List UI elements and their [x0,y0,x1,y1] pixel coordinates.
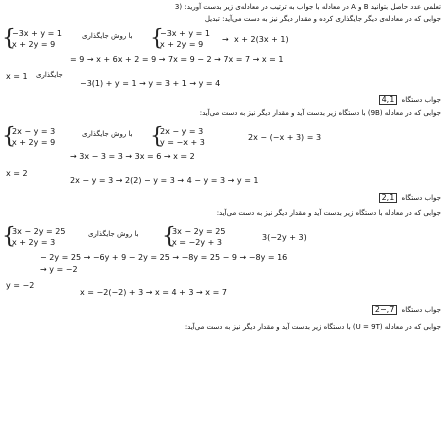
answer-box: 4,1 [379,95,398,105]
answer-label: جواب دستگاه [401,306,441,314]
substitute-label: جایگذاری [36,71,63,79]
substitution: x + 2(3x + 1) [234,35,289,44]
solve-x: → 3x − 3 = 3 → 3x = 6 → x = 2 [70,152,195,161]
answer-row [377,193,441,203]
arrow: → [222,35,229,44]
instruction-3: جوابی که در معادله با دستگاه زیر بدست آید و مقدار دیگر نیز به دست می‌آید: [216,209,441,217]
solve-y: − 2y = 25 → −6y + 9 − 2y = 25 → −8y = 25 − 9 → −8y = 16 [40,253,288,262]
solve-y: −3(1) + y = 1 → y = 3 + 1 → y = 4 [80,79,221,88]
answer-label: جواب دستگاه [401,194,441,202]
solve-y: 2x − y = 3 → 2(2) − y = 3 → 4 − y = 3 → y = 1 [70,176,259,185]
system1-eq1: 3x − 2y = 25 [12,227,66,236]
answer-box: 7,−2 [372,305,397,315]
answer-row [377,95,441,105]
system1-eq1: −3x + y = 1 [12,29,62,38]
system1-eq2: x + 2y = 3 [12,238,56,247]
system2-eq2: x + 2y = 9 [160,40,204,49]
answer-label: جواب دستگاه [401,96,441,104]
answer-box: 2,1 [379,193,398,203]
answer-row [370,305,441,315]
instruction-top-2: جوابی که در معادله‌ی دیگر جایگذاری کرده و مقدار دیگر نیز به دست می‌آید: تبدیل [204,15,441,23]
system2-eq2: x = −2y + 3 [172,238,222,247]
method-label: با روش جایگذاری [88,230,139,238]
x-value: x = 1 [6,72,28,81]
system2-eq1: 3x − 2y = 25 [172,227,226,236]
instruction-top: تعلمی عدد حاصل بتوانید B و A در معادله با جواب به ترتیب در معادله‌ی زیر بدست آورید: (3 [174,3,441,11]
solve-x: x = −2(−2) + 3 → x = 4 + 3 → x = 7 [80,288,227,297]
system1-eq1: 2x − y = 3 [12,127,56,136]
instruction-2: جوابی که در معادله (9B) با دستگاه زیر بدست آید و مقدار دیگر نیز به دست می‌آید: [199,109,441,117]
instruction-footer: جوابی که در معادله (U = 9T) با دستگاه زیر بدست آید و مقدار دیگر نیز به دست می‌آید: [184,323,441,331]
system1-eq2: x + 2y = 9 [12,138,56,147]
x-value: x = 2 [6,169,28,178]
method-label: با روش جایگذاری [82,32,133,40]
solve-x: = 9 → x + 6x + 2 = 9 → 7x = 9 − 2 → 7x = 7 → x = 1 [70,55,284,64]
system2-eq1: −3x + y = 1 [160,29,210,38]
system2-eq2: y = −x + 3 [160,138,205,147]
solve-y-b: → y = −2 [40,265,78,274]
y-value: y = −2 [6,281,35,290]
system1-eq2: x + 2y = 9 [12,40,56,49]
system2-eq1: 2x − y = 3 [160,127,204,136]
substitution: 3(−2y + 3) [262,233,307,242]
method-label: با روش جایگذاری [82,130,133,138]
substitution: 2x − (−x + 3) = 3 [248,133,322,142]
